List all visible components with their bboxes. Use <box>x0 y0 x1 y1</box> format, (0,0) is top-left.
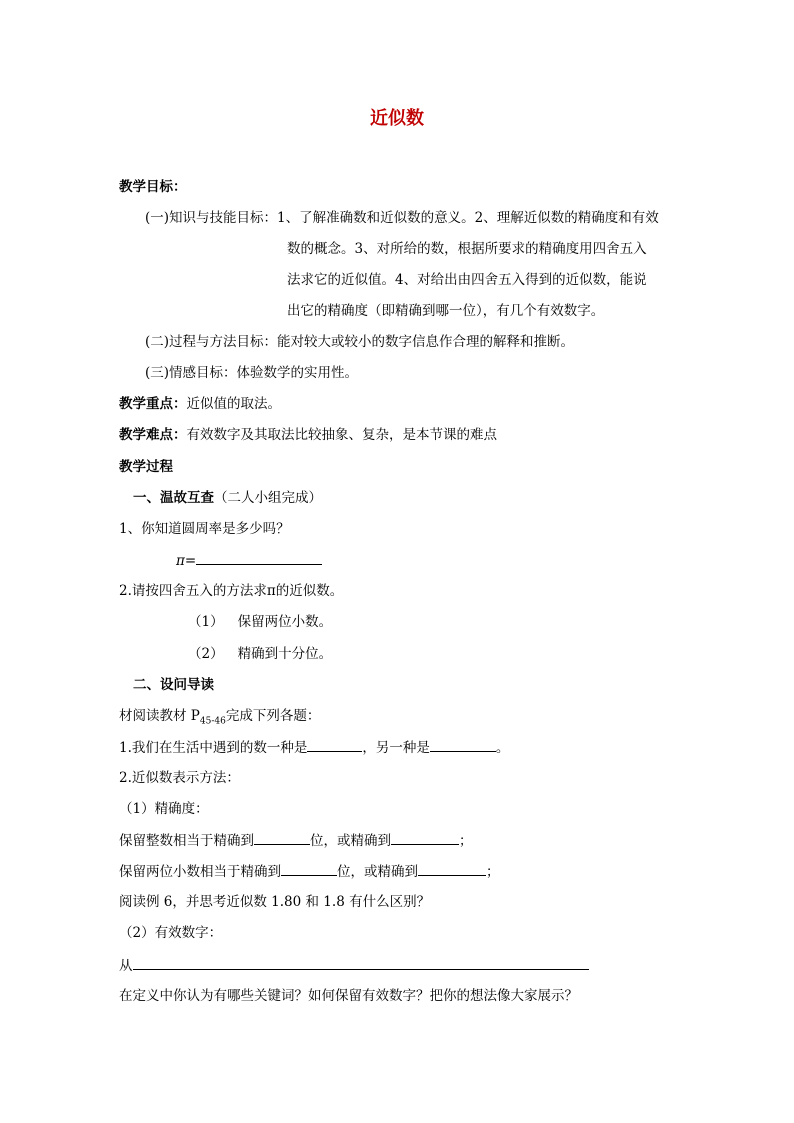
reading-suffix: 完成下列各题： <box>225 708 321 724</box>
integer-precision <box>119 830 473 851</box>
decimal-part-b: 位，或精确到 <box>337 864 418 880</box>
key-point-label: 教学重点： <box>119 396 187 412</box>
section-1-note: （二人小组完成） <box>214 490 322 506</box>
final-question: 在定义中你认为有哪些关键词？如何保留有效数字？把你的想法像大家展示？ <box>119 988 578 1004</box>
section-1-title: 一、温故互查 <box>133 490 214 506</box>
integer-part-a: 保留整数相当于精确到 <box>119 833 254 849</box>
integer-part-b: 位，或精确到 <box>310 833 391 849</box>
objective-1-label: (一)知识与技能目标： <box>145 210 278 226</box>
definition-line <box>119 955 589 976</box>
objectives-heading: 教学目标： <box>119 179 187 195</box>
integer-part-c: ； <box>459 833 473 849</box>
key-point-text: 近似值的取法。 <box>186 396 281 412</box>
q2-item-2-text: 精确到十分位。 <box>237 646 333 662</box>
q2-item-2-num: （2） <box>188 646 224 662</box>
statement-1-part-c: 。 <box>495 740 510 756</box>
objective-3: (三)情感目标：体验数学的实用性。 <box>145 365 359 381</box>
decimal-precision <box>119 861 500 882</box>
q2-item-2 <box>188 644 332 664</box>
q2-item-1 <box>188 612 332 632</box>
integer-blank-2[interactable] <box>391 830 459 845</box>
statement-1-part-a: 1.我们在生活中遇到的数一种是 <box>119 740 308 756</box>
question-2: 2.请按四舍五入的方法求π的近似数。 <box>119 583 344 599</box>
section-1-heading <box>133 488 322 508</box>
page-title: 近似数 <box>370 108 424 129</box>
definition-from: 从 <box>119 958 133 974</box>
significant-figures-heading: （2）有效数字： <box>119 925 223 941</box>
reading-prefix: 材阅读教材 P <box>119 708 200 724</box>
objective-2: (二)过程与方法目标：能对较大或较小的数字信息作合理的解释和推断。 <box>145 334 575 350</box>
objective-1-line-4: 出它的精确度（即精确到哪一位），有几个有效数字。 <box>287 303 605 319</box>
reading-instruction <box>119 706 320 732</box>
pi-blank[interactable] <box>196 550 322 565</box>
integer-blank-1[interactable] <box>254 830 310 845</box>
decimal-part-a: 保留两位小数相当于精确到 <box>119 864 281 880</box>
statement-2: 2.近似数表示方法： <box>119 770 240 786</box>
q2-item-1-text: 保留两位小数。 <box>237 614 333 630</box>
definition-blank[interactable] <box>133 955 589 970</box>
difficulty-text: 有效数字及其取法比较抽象、复杂，是本节课的难点 <box>186 427 497 443</box>
q2-item-1-num: （1） <box>188 614 224 630</box>
question-1: 1、你知道圆周率是多少吗？ <box>119 521 290 537</box>
process-heading: 教学过程 <box>119 459 173 475</box>
decimal-blank-2[interactable] <box>418 861 486 876</box>
decimal-part-c: ； <box>486 864 500 880</box>
key-point <box>119 394 281 414</box>
objective-1-line-1: 1、了解准确数和近似数的意义。2、理解近似数的精确度和有效 <box>277 210 659 226</box>
section-2-heading: 二、设问导读 <box>133 677 214 693</box>
objective-1 <box>145 208 659 228</box>
statement-1 <box>119 737 509 758</box>
pi-answer <box>176 550 322 571</box>
statement-1-blank-1[interactable] <box>307 737 362 752</box>
statement-1-part-b: ，另一种是 <box>362 740 430 756</box>
reading-pages: 45-46 <box>199 716 226 727</box>
difficulty-label: 教学难点： <box>119 427 187 443</box>
difficulty <box>119 425 497 445</box>
precision-heading: （1）精确度： <box>119 801 209 817</box>
statement-1-blank-2[interactable] <box>430 737 496 752</box>
decimal-blank-1[interactable] <box>281 861 337 876</box>
example-question: 阅读例 6，并思考近似数 1.80 和 1.8 有什么区别？ <box>119 894 431 910</box>
objective-1-line-3: 法求它的近似值。4、对给出由四舍五入得到的近似数，能说 <box>287 272 647 288</box>
objective-1-line-2: 数的概念。3、对所给的数，根据所要求的精确度用四舍五入 <box>287 241 647 257</box>
pi-label: π= <box>176 553 197 569</box>
